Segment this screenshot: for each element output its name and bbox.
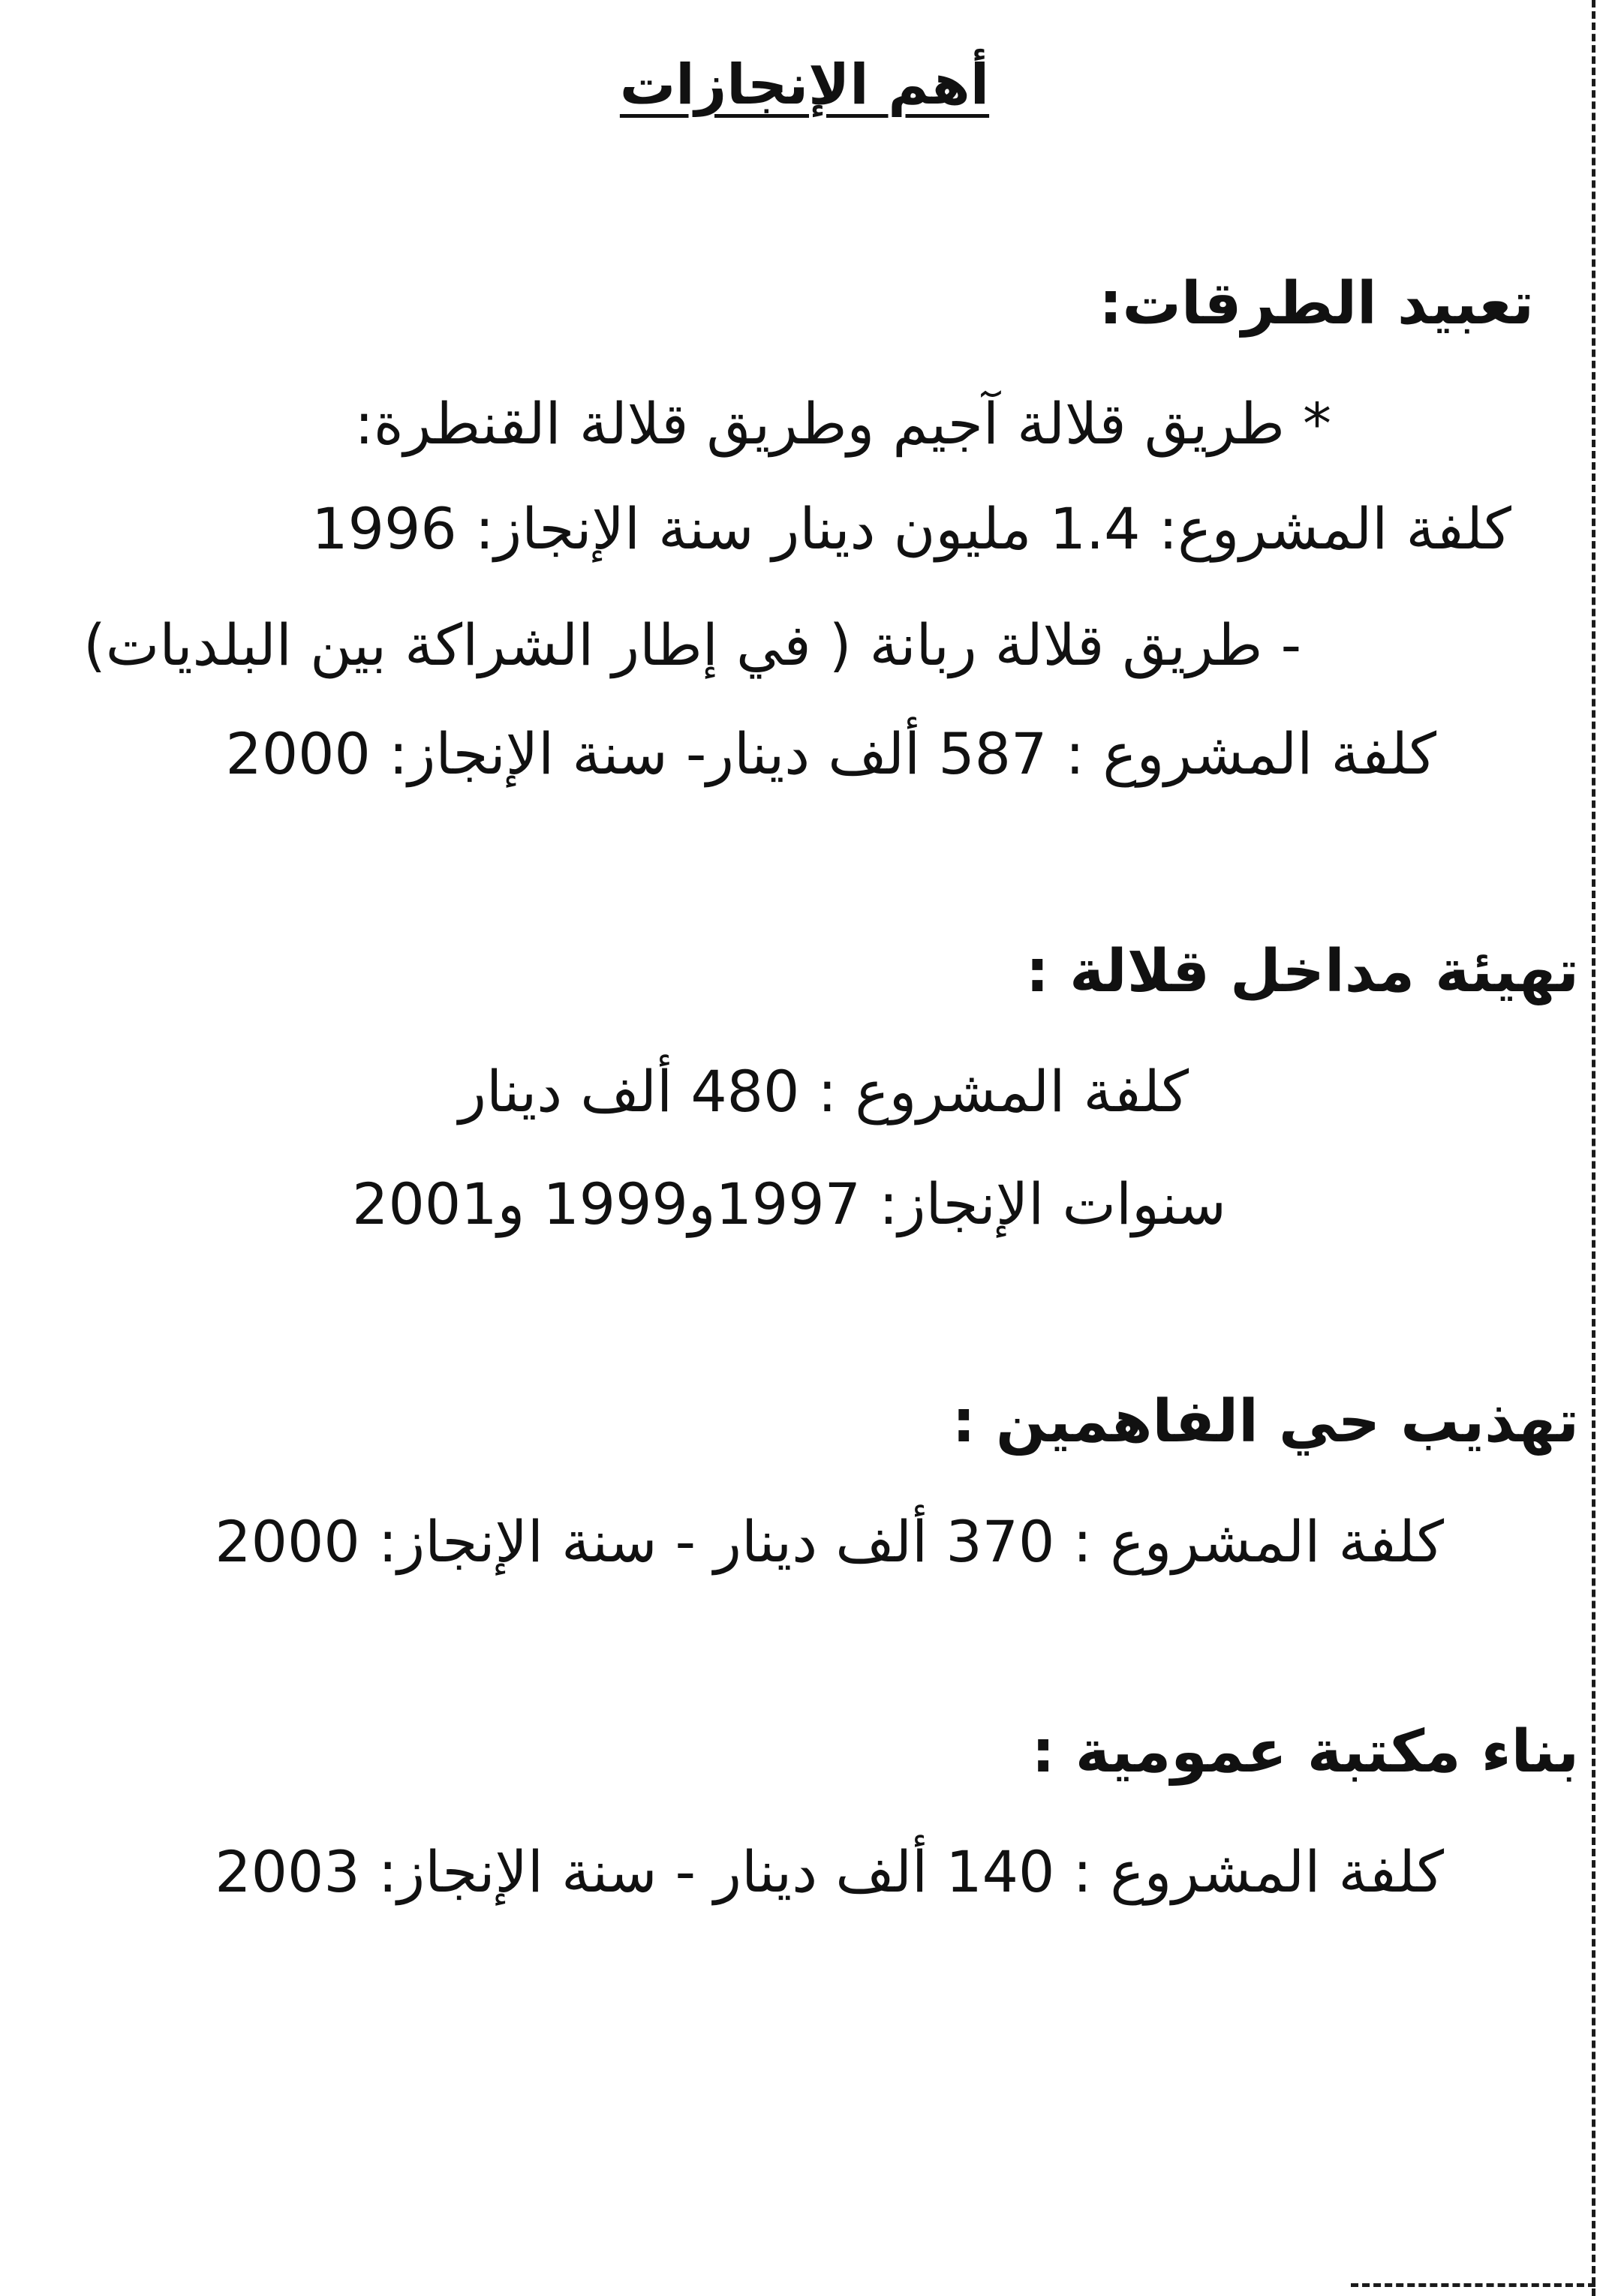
section-heading-library: بناء مكتبة عمومية : <box>1031 1718 1579 1786</box>
road-item-2-title: - طريق قلالة ربانة ( في إطار الشراكة بين البلديات) <box>83 612 1301 678</box>
section-heading-road-paving: تعبيد الطرقات: <box>1099 270 1534 338</box>
bottom-dashed-border <box>1351 2283 1595 2287</box>
neighborhood-cost: كلفة المشروع : 370 ألف دينار - سنة الإنجاز: 2000 <box>215 1508 1444 1575</box>
road-item-2-cost: كلفة المشروع : 587 ألف دينار- سنة الإنجاز: 2000 <box>225 720 1436 787</box>
section-heading-entrances: تهيئة مداخل قلالة : <box>1025 938 1579 1005</box>
document-title: أهم الإنجازات <box>619 53 990 117</box>
section-heading-neighborhood: تهذيب حي الفاهمين : <box>952 1388 1579 1456</box>
entrances-cost: كلفة المشروع : 480 ألف دينار <box>459 1058 1189 1125</box>
road-item-1-cost: كلفة المشروع: 1.4 مليون دينار سنة الإنجاز: 1996 <box>311 495 1511 562</box>
library-cost: كلفة المشروع : 140 ألف دينار - سنة الإنجاز: 2003 <box>215 1838 1444 1905</box>
right-dashed-border <box>1592 0 1595 2296</box>
entrances-years: سنوات الإنجاز: 1997و1999 و2001 <box>352 1171 1226 1237</box>
road-item-1-title: * طريق قلالة آجيم وطريق قلالة القنطرة: <box>354 390 1331 457</box>
